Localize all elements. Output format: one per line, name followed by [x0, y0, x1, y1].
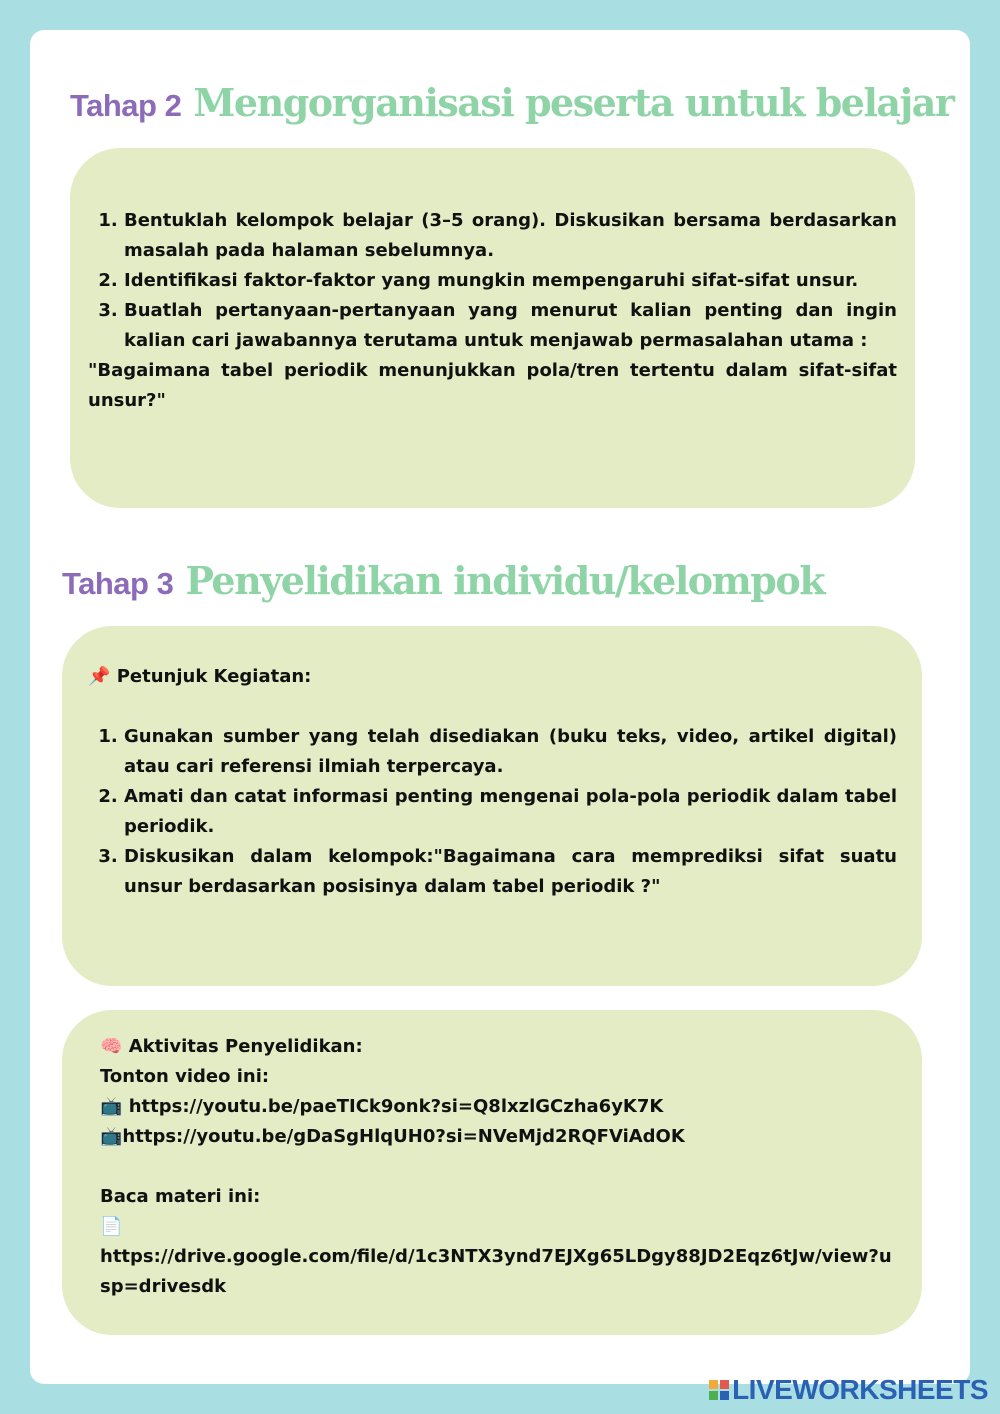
television-icon: 📺: [100, 1126, 123, 1147]
stage-2-list: [88, 206, 897, 356]
pushpin-icon: 📌: [88, 666, 111, 687]
read-label: Baca materi ini:: [100, 1186, 261, 1207]
stage-3-card: [62, 626, 922, 986]
logo-square: [720, 1380, 729, 1389]
list-item: 3. Diskusikan dalam kelompok:"Bagaimana cara memprediksi sifat suatu unsur berdasarkan posisinya dalam tabel periodik ?": [124, 842, 897, 902]
stage-3-label: Tahap 3: [62, 566, 174, 601]
drive-link[interactable]: https://drive.google.com/file/d/1c3NTX3ynd7EJXg65LDgy88JD2Eqz6tJw/view?usp=drivesdk: [100, 1246, 892, 1297]
logo-square: [709, 1391, 718, 1400]
stage-2-card: [70, 148, 915, 508]
stage-3-title: Penyelidikan individu/kelompok: [185, 558, 825, 603]
logo-mark-icon: [709, 1380, 729, 1400]
stage-2-label: Tahap 2: [70, 88, 182, 123]
list-item: 1. Gunakan sumber yang telah disediakan (buku teks, video, artikel digital) atau cari referensi ilmiah terpercaya.: [124, 722, 897, 782]
logo-square: [720, 1391, 729, 1400]
activity-heading: [100, 1032, 902, 1062]
list-item: 3. Buatlah pertanyaan-pertanyaan yang menurut kalian penting dan ingin kalian cari jawabannya terutama untuk menjawab permasalahan utama :: [124, 296, 897, 356]
spacer: [100, 1152, 902, 1182]
television-icon: 📺: [100, 1096, 123, 1117]
document-icon: 📄: [100, 1216, 123, 1237]
video-link-1[interactable]: [100, 1092, 902, 1122]
list-item: 1. Bentuklah kelompok belajar (3–5 orang). Diskusikan bersama berdasarkan masalah pada halaman sebelumnya.: [124, 206, 897, 266]
list-item: 2. Identifikasi faktor-faktor yang mungkin mempengaruhi sifat-sifat unsur.: [124, 266, 897, 296]
instructions-title: Petunjuk Kegiatan:: [116, 666, 312, 687]
instructions-heading: [88, 662, 897, 692]
stage-2-heading: [70, 80, 953, 125]
brain-icon: 🧠: [100, 1036, 123, 1057]
brand-name: LIVEWORKSHEETS: [732, 1374, 988, 1405]
stage-3-list: [88, 722, 897, 902]
liveworksheets-logo: [709, 1374, 988, 1406]
video-url-2[interactable]: https://youtu.be/gDaSgHlqUH0?si=NVeMjd2RQFViAdOK: [122, 1126, 685, 1147]
video-url-1[interactable]: https://youtu.be/paeTICk9onk?si=Q8lxzlGCzha6yK7K: [128, 1096, 664, 1117]
stage-2-title: Mengorganisasi peserta untuk belajar: [193, 80, 954, 125]
main-question: "Bagaimana tabel periodik menunjukkan pola/tren tertentu dalam sifat-sifat unsur?": [88, 360, 897, 411]
logo-square: [709, 1380, 718, 1389]
list-item: 2. Amati dan catat informasi penting mengenai pola-pola periodik dalam tabel periodik.: [124, 782, 897, 842]
stage-3-heading: [62, 558, 824, 603]
watch-label: Tonton video ini:: [100, 1066, 270, 1087]
activity-title: Aktivitas Penyelidikan:: [128, 1036, 363, 1057]
video-link-2[interactable]: [100, 1122, 902, 1152]
activity-card: [62, 1010, 922, 1335]
